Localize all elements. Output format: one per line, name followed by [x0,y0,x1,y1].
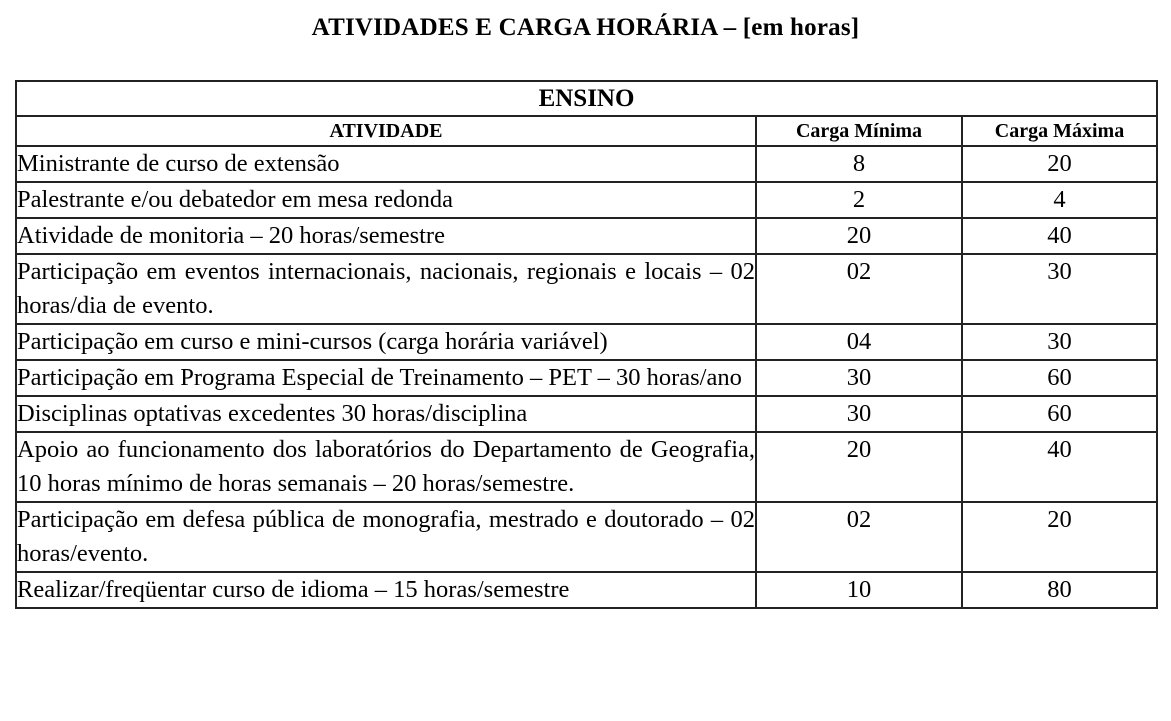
min-hours-cell: 04 [756,324,962,360]
max-hours-cell: 40 [962,432,1157,502]
min-hours-cell: 20 [756,218,962,254]
activity-cell: Atividade de monitoria – 20 horas/semestre [16,218,756,254]
min-hours-cell: 20 [756,432,962,502]
min-hours-cell: 10 [756,572,962,608]
max-hours-cell: 20 [962,502,1157,572]
table-row [16,360,1157,396]
max-hours-cell: 30 [962,254,1157,324]
max-hours-cell: 20 [962,146,1157,182]
activity-cell: Participação em Programa Especial de Treinamento – PET – 30 horas/ano [16,360,756,396]
column-header-row [16,116,1157,146]
table-row [16,182,1157,218]
activity-cell: Participação em defesa pública de monografia, mestrado e doutorado – 02 horas/evento. [16,502,756,572]
min-hours-cell: 02 [756,502,962,572]
min-hours-cell: 30 [756,396,962,432]
min-hours-cell: 02 [756,254,962,324]
min-hours-cell: 8 [756,146,962,182]
table-row [16,502,1157,572]
table-row [16,572,1157,608]
activity-cell: Participação em curso e mini-cursos (carga horária variável) [16,324,756,360]
table-row [16,146,1157,182]
table-row [16,218,1157,254]
activity-cell: Participação em eventos internacionais, nacionais, regionais e locais – 02 horas/dia de evento. [16,254,756,324]
table-row [16,254,1157,324]
activity-cell: Disciplinas optativas excedentes 30 horas/disciplina [16,396,756,432]
table-row [16,432,1157,502]
activity-cell: Apoio ao funcionamento dos laboratórios do Departamento de Geografia, 10 horas mínimo de horas semanais – 20 horas/semestre. [16,432,756,502]
section-title: ENSINO [16,81,1157,116]
max-hours-cell: 30 [962,324,1157,360]
document-title: ATIVIDADES E CARGA HORÁRIA – [em horas] [311,14,860,41]
activities-table [15,80,1158,609]
min-hours-cell: 30 [756,360,962,396]
max-hours-cell: 80 [962,572,1157,608]
max-hours-cell: 4 [962,182,1157,218]
max-hours-cell: 60 [962,396,1157,432]
column-header-max: Carga Máxima [962,116,1157,146]
max-hours-cell: 60 [962,360,1157,396]
min-hours-cell: 2 [756,182,962,218]
activity-cell: Palestrante e/ou debatedor em mesa redonda [16,182,756,218]
table-row [16,396,1157,432]
section-header-row [16,81,1157,116]
activity-cell: Realizar/freqüentar curso de idioma – 15 horas/semestre [16,572,756,608]
table-row [16,324,1157,360]
column-header-activity: ATIVIDADE [16,116,756,146]
column-header-min: Carga Mínima [756,116,962,146]
max-hours-cell: 40 [962,218,1157,254]
activity-cell: Ministrante de curso de extensão [16,146,756,182]
